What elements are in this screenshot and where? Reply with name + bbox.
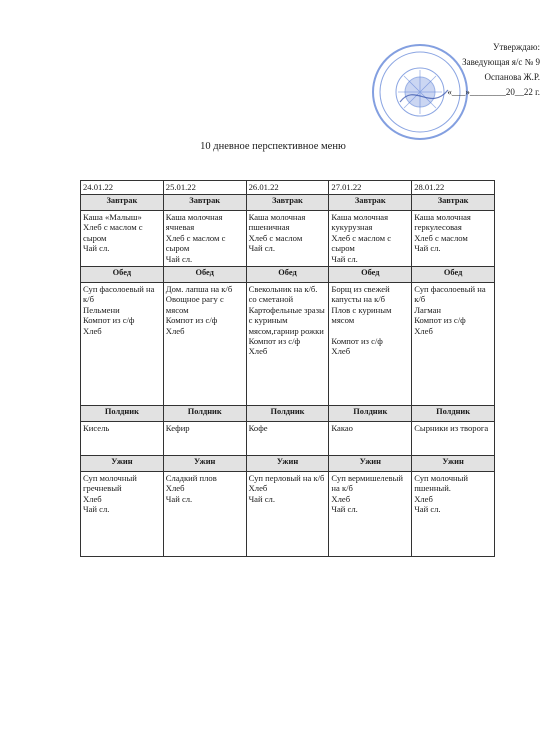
meal-name-cell: Завтрак <box>329 195 412 211</box>
dish-item: Суп фасолоевый на к/б <box>83 284 155 305</box>
dish-item: Хлеб с маслом с сыром <box>83 222 143 243</box>
dish-item: Суп молочный пшенный. <box>414 473 469 494</box>
dish-item: Хлеб <box>414 493 433 504</box>
meal-name-cell: Ужин <box>246 456 329 472</box>
meal-dishes-row <box>81 283 495 406</box>
dish-item: Чай сл. <box>248 493 275 504</box>
dish-item: Хлеб <box>248 346 268 357</box>
dish-item: Хлеб <box>331 346 351 357</box>
dish-item: Сырники из творога <box>414 423 489 433</box>
meal-name-cell: Завтрак <box>163 195 246 211</box>
approval-heading: Утверждаю: <box>492 42 540 52</box>
dish-item: Чай сл. <box>331 253 358 264</box>
dish-item: Хлеб <box>414 325 433 336</box>
dish-item: Компот из с/ф <box>83 315 135 326</box>
dish-item: Хлеб с маслом с сыром <box>331 232 392 254</box>
dish-item: Хлеб <box>331 493 351 504</box>
dish-item: Лагман <box>414 304 442 315</box>
meal-name-cell: Обед <box>246 267 329 283</box>
meal-name-cell: Полдник <box>412 406 495 422</box>
approval-block <box>340 40 540 100</box>
meal-name-cell: Ужин <box>163 456 246 472</box>
dish-cell <box>163 422 246 456</box>
dish-item: Борщ из свежей капусты на к/б <box>331 284 390 305</box>
dish-item: Компот из с/ф <box>165 315 218 326</box>
dish-item: Кофе <box>248 423 268 433</box>
date-cell: 24.01.22 <box>81 181 164 195</box>
meal-name-cell: Обед <box>81 267 164 283</box>
dish-item: Чай сл. <box>414 504 441 515</box>
dish-item: Чай сл. <box>248 243 275 254</box>
approval-signatory: Оспанова Ж.Р. <box>484 72 540 82</box>
dish-cell <box>412 422 495 456</box>
date-row <box>81 181 495 195</box>
approval-position: Заведующая я/с № 9 <box>462 57 540 67</box>
document-title: 10 дневное перспективное меню <box>200 141 346 152</box>
dish-item: Хлеб <box>248 483 268 494</box>
dish-item: Чай сл. <box>165 253 193 264</box>
meal-name-cell: Ужин <box>81 456 164 472</box>
dish-item: Чай сл. <box>83 243 110 254</box>
dish-cell <box>81 211 164 267</box>
date-cell: 26.01.22 <box>246 181 329 195</box>
dish-item: Суп вермишелевый на к/б <box>331 473 403 494</box>
menu-table <box>80 180 495 557</box>
dish-cell <box>329 211 412 267</box>
dish-item: Каша молочная пшеничная <box>248 212 306 233</box>
dish-item: Чай сл. <box>414 243 441 254</box>
dish-item: Чай сл. <box>83 504 110 515</box>
meal-name-cell: Полдник <box>246 406 329 422</box>
dish-cell <box>412 211 495 267</box>
dish-cell <box>246 211 329 267</box>
dish-item: Компот из с/ф <box>331 336 383 347</box>
dish-item: Хлеб <box>165 325 185 336</box>
dish-cell <box>412 283 495 406</box>
meal-dishes-row <box>81 422 495 456</box>
dish-item <box>331 326 409 336</box>
meal-name-cell: Полдник <box>329 406 412 422</box>
meal-name-cell: Обед <box>163 267 246 283</box>
dish-cell <box>81 422 164 456</box>
dish-item: Каша молочная геркулесовая <box>414 212 471 233</box>
dish-cell <box>246 472 329 557</box>
meal-name-cell: Завтрак <box>81 195 164 211</box>
meal-name-cell: Завтрак <box>412 195 495 211</box>
dish-cell <box>163 283 246 406</box>
dish-item: Суп молочный гречневый <box>83 473 137 494</box>
dish-cell <box>329 472 412 557</box>
dish-item: Кисель <box>83 423 110 433</box>
dish-item: Дом. лапша на к/б <box>165 284 233 294</box>
date-cell: 28.01.22 <box>412 181 495 195</box>
dish-cell <box>246 422 329 456</box>
dish-cell <box>163 472 246 557</box>
meal-name-cell: Обед <box>412 267 495 283</box>
meal-header-row <box>81 406 495 422</box>
dish-item: Пельмени <box>83 304 120 315</box>
meal-header-row <box>81 267 495 283</box>
dish-cell <box>163 211 246 267</box>
meal-name-cell: Ужин <box>329 456 412 472</box>
dish-item: Картофельные зразы с куриным мясом,гарнир рожки <box>248 304 325 336</box>
dish-item: Чай сл. <box>165 493 193 504</box>
dish-item: Хлеб <box>83 325 102 336</box>
dish-item: Компот из с/ф <box>248 336 301 347</box>
dish-item: Сладкий плов <box>165 473 217 483</box>
dish-item: Хлеб <box>83 493 102 504</box>
dish-item: Хлеб с маслом <box>248 232 303 243</box>
dish-item: Каша «Малыш» <box>83 212 142 222</box>
dish-item: Плов с куриным мясом <box>331 304 392 326</box>
meal-header-row <box>81 456 495 472</box>
meal-name-cell: Полдник <box>163 406 246 422</box>
dish-cell <box>412 472 495 557</box>
dish-item: Каша молочная кукурузная <box>331 212 389 233</box>
meal-header-row <box>81 195 495 211</box>
dish-item: Свекольник на к/б. со сметаной <box>248 284 318 305</box>
dish-item: Хлеб с маслом <box>414 232 468 243</box>
dish-item: Чай сл. <box>331 504 358 515</box>
dish-cell <box>81 283 164 406</box>
meal-name-cell: Обед <box>329 267 412 283</box>
dish-item: Овощное рагу с мясом <box>165 294 224 315</box>
dish-item: Какао <box>331 423 353 433</box>
dish-cell <box>246 283 329 406</box>
dish-item: Компот из с/ф <box>414 315 466 326</box>
dish-cell <box>329 422 412 456</box>
meal-dishes-row <box>81 211 495 267</box>
date-cell: 25.01.22 <box>163 181 246 195</box>
meal-name-cell: Завтрак <box>246 195 329 211</box>
dish-item: Хлеб с маслом с сыром <box>165 232 226 254</box>
meal-name-cell: Полдник <box>81 406 164 422</box>
meal-dishes-row <box>81 472 495 557</box>
dish-item: Хлеб <box>165 483 185 494</box>
dish-item: Кефир <box>165 423 190 433</box>
approval-date: «___»________20__22 г. <box>447 87 540 97</box>
dish-cell <box>329 283 412 406</box>
dish-item: Суп перловый на к/б <box>248 473 325 483</box>
dish-item: Каша молочная ячневая <box>165 212 223 233</box>
meal-name-cell: Ужин <box>412 456 495 472</box>
dish-cell <box>81 472 164 557</box>
dish-item: Суп фасолоевый на к/б <box>414 284 486 305</box>
date-cell: 27.01.22 <box>329 181 412 195</box>
